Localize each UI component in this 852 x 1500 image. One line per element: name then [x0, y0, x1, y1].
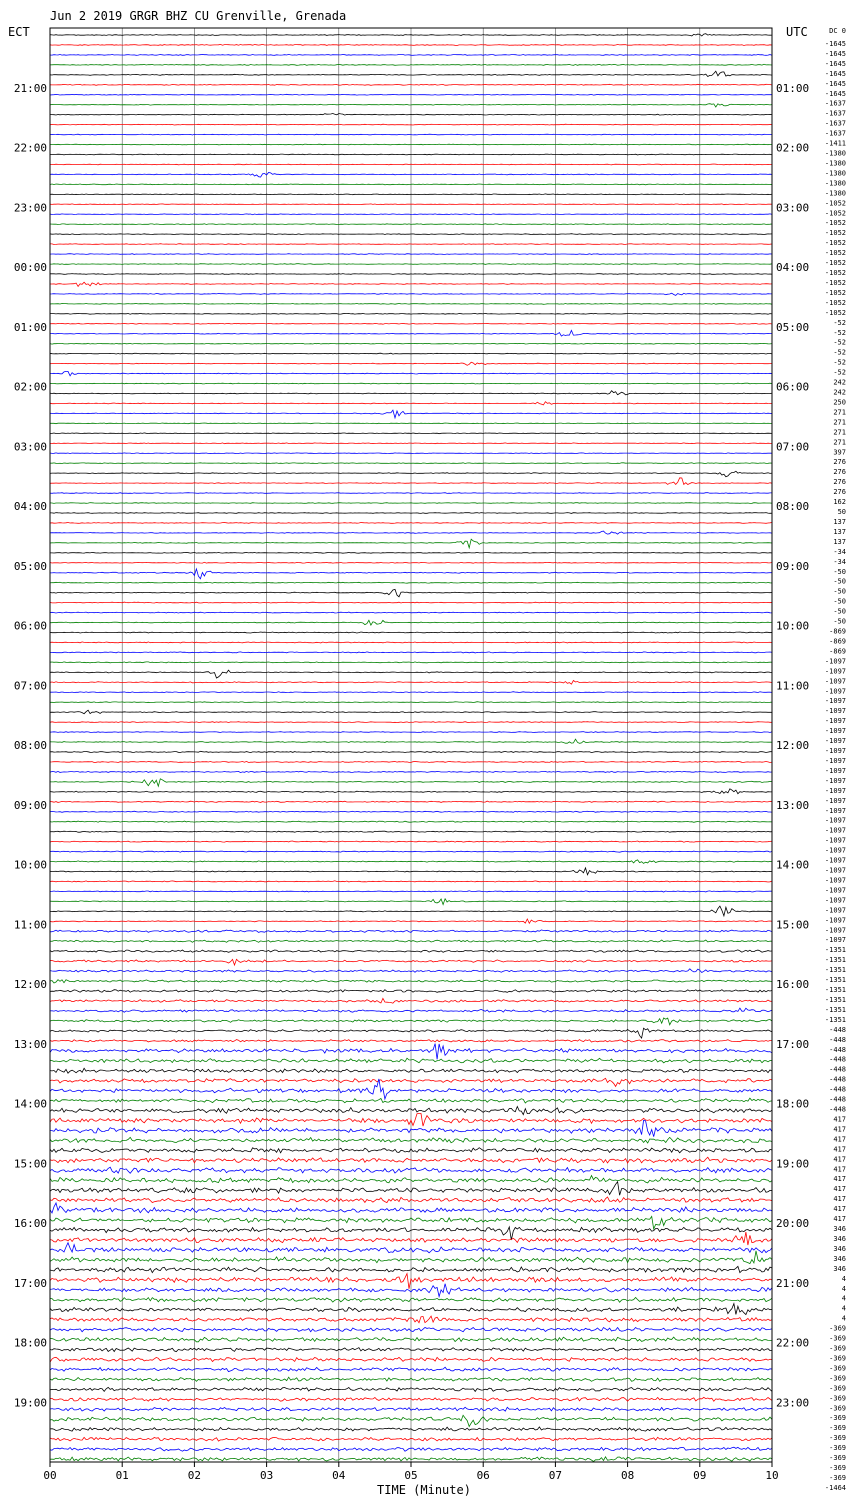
dc-offset-label: 137 [833, 517, 846, 526]
dc-offset-label: -369 [829, 1374, 846, 1383]
dc-offset-label: -369 [829, 1434, 846, 1443]
dc-offset-label: -1052 [824, 278, 846, 287]
right-hour-label: 05:00 [776, 320, 810, 334]
seismic-trace-row [50, 423, 772, 424]
right-hour-label: 23:00 [776, 1396, 810, 1410]
dc-offset-label: -1411 [824, 139, 846, 148]
dc-offset-label: -1637 [824, 129, 846, 138]
left-hour-label: 02:00 [13, 380, 47, 394]
left-hour-label: 14:00 [13, 1097, 47, 1111]
left-hour-label: 10:00 [13, 858, 47, 872]
dc-offset-label: -369 [829, 1364, 846, 1373]
dc-offset-label: 346 [833, 1234, 846, 1243]
left-hour-label: 23:00 [13, 201, 47, 215]
dc-offset-label: -1097 [824, 906, 846, 915]
right-hour-label: 04:00 [776, 261, 810, 274]
x-tick-label: 10 [765, 1469, 779, 1482]
dc-offset-label: -1645 [824, 79, 846, 88]
dc-offset-label: -1097 [824, 846, 846, 855]
dc-offset-label: -52 [833, 328, 846, 337]
dc-offset-label: -50 [833, 607, 846, 616]
dc-offset-label: -369 [829, 1344, 846, 1353]
dc-offset-label: -1351 [824, 976, 846, 985]
x-tick-label: 06 [476, 1469, 490, 1482]
dc-offset-label: 417 [833, 1125, 846, 1134]
dc-offset-label: -1052 [824, 259, 846, 268]
right-hour-label: 10:00 [776, 619, 810, 633]
dc-offset-label: -34 [833, 557, 846, 566]
dc-offset-label: -369 [829, 1454, 846, 1463]
dc-offset-label: 346 [833, 1225, 846, 1233]
seismic-trace-row [50, 204, 772, 205]
dc-offset-label: -448 [829, 1025, 846, 1034]
dc-offset-label: 417 [833, 1145, 846, 1154]
seismic-trace-row [50, 343, 772, 344]
dc-offset-label: -52 [833, 318, 846, 327]
left-hour-label: 15:00 [13, 1157, 47, 1171]
right-hour-label: 11:00 [776, 679, 810, 693]
dc-offset-label: -1052 [824, 239, 846, 248]
dc-offset-label: -1351 [824, 956, 846, 965]
dc-offset-label: -448 [829, 1075, 846, 1084]
dc-offset-label: -1097 [824, 856, 846, 865]
dc-offset-label: -50 [833, 597, 846, 606]
dc-offset-label: -50 [833, 617, 846, 626]
dc-offset-label: 271 [833, 438, 846, 447]
left-hour-label: 11:00 [13, 918, 47, 932]
left-timezone-label: ECT [8, 25, 30, 39]
right-hour-label: 09:00 [776, 559, 810, 573]
dc-offset-label: -369 [829, 1464, 846, 1472]
left-hour-label: 09:00 [13, 798, 47, 812]
dc-offset-label: -1351 [824, 1005, 846, 1014]
dc-offset-label: -1380 [824, 189, 846, 198]
seismic-trace-row [50, 453, 772, 454]
dc-offset-label: 346 [833, 1254, 846, 1263]
dc-offset-label: -1052 [824, 199, 846, 208]
dc-header: DC 0 [829, 27, 846, 35]
dc-offset-label: -1351 [824, 946, 846, 955]
dc-offset-label: -52 [833, 368, 846, 377]
x-tick-label: 05 [404, 1469, 418, 1482]
x-tick-label: 08 [620, 1469, 635, 1482]
dc-offset-label: -369 [829, 1473, 846, 1482]
x-axis-title: TIME (Minute) [377, 1483, 471, 1497]
dc-offset-label: -448 [829, 1085, 846, 1094]
seismic-trace-row [50, 134, 772, 135]
dc-offset-label: -369 [829, 1414, 846, 1423]
dc-offset-label: -369 [829, 1424, 846, 1433]
dc-offset-label: -1097 [824, 776, 846, 785]
dc-offset-label: -448 [829, 1055, 846, 1064]
dc-offset-label: -1097 [824, 926, 846, 935]
dc-offset-label: 346 [833, 1244, 846, 1253]
left-hour-label: 05:00 [13, 559, 47, 573]
dc-offset-label: 50 [837, 508, 846, 516]
dc-offset-label: -1097 [824, 707, 846, 716]
left-hour-label: 13:00 [13, 1037, 47, 1051]
x-tick-label: 02 [187, 1469, 202, 1482]
dc-offset-label: -369 [829, 1384, 846, 1393]
dc-offset-label: -1097 [824, 806, 846, 815]
dc-offset-label: 242 [833, 388, 846, 397]
right-hour-label: 03:00 [776, 201, 810, 215]
dc-offset-label: 271 [833, 428, 846, 437]
dc-offset-label: -1097 [824, 916, 846, 925]
dc-offset-label: -369 [829, 1444, 846, 1453]
dc-offset-label: -1097 [824, 697, 846, 706]
dc-offset-label: -1645 [824, 39, 846, 48]
dc-offset-label: -1097 [824, 747, 846, 755]
dc-offset-label: -1097 [824, 727, 846, 736]
seismic-trace-row [50, 463, 772, 464]
right-hour-label: 22:00 [776, 1336, 810, 1350]
dc-offset-label: -52 [833, 348, 846, 357]
right-hour-label: 14:00 [776, 858, 810, 872]
dc-offset-label: -50 [833, 577, 846, 586]
dc-offset-label: 417 [833, 1165, 846, 1174]
dc-offset-label: -369 [829, 1334, 846, 1343]
dc-offset-label: -50 [833, 587, 846, 596]
right-hour-label: 21:00 [776, 1276, 810, 1290]
dc-offset-label: -1097 [824, 786, 846, 795]
dc-offset-label: -448 [829, 1105, 846, 1114]
x-tick-label: 03 [259, 1469, 274, 1482]
dc-offset-label: 276 [833, 458, 846, 467]
dc-offset-label: -1052 [824, 219, 846, 228]
dc-offset-label: -1380 [824, 169, 846, 178]
dc-offset-label: -448 [829, 1045, 846, 1054]
dc-offset-label: -1097 [824, 677, 846, 686]
dc-offset-label: -1097 [824, 896, 846, 905]
x-tick-label: 00 [43, 1469, 57, 1482]
dc-offset-label: 417 [833, 1135, 846, 1144]
left-hour-label: 17:00 [13, 1276, 47, 1290]
dc-offset-label: -1097 [824, 717, 846, 726]
dc-offset-label: -1097 [824, 816, 846, 825]
seismic-trace-row [50, 303, 772, 304]
dc-offset-label: -34 [833, 547, 846, 556]
dc-offset-label: -1637 [824, 109, 846, 118]
dc-offset-label: -1052 [824, 308, 846, 317]
dc-offset-label: 276 [833, 488, 846, 497]
dc-offset-label: 4 [841, 1274, 846, 1283]
dc-offset-label: -1097 [824, 737, 846, 746]
left-hour-label: 06:00 [13, 619, 47, 633]
seismic-trace-row [50, 144, 772, 145]
dc-offset-label: 271 [833, 418, 846, 427]
dc-offset-label: 276 [833, 478, 846, 487]
dc-offset-label: -1097 [824, 796, 846, 805]
dc-offset-label: -369 [829, 1404, 846, 1413]
dc-offset-label: 271 [833, 408, 846, 417]
dc-offset-label: 162 [833, 498, 846, 507]
dc-offset-label: 417 [833, 1155, 846, 1164]
dc-offset-label: -448 [829, 1065, 846, 1074]
dc-offset-label: -448 [829, 1095, 846, 1104]
dc-offset-label: 417 [833, 1205, 846, 1214]
dc-offset-label: -1097 [824, 836, 846, 845]
dc-offset-label: -369 [829, 1324, 846, 1333]
dc-offset-label: -1351 [824, 995, 846, 1004]
dc-offset-label: -1097 [824, 936, 846, 945]
dc-offset-label: -1645 [824, 49, 846, 58]
dc-offset-label: -869 [829, 647, 846, 656]
left-hour-label: 01:00 [13, 320, 47, 334]
right-hour-label: 19:00 [776, 1157, 810, 1171]
dc-offset-label: -1351 [824, 1015, 846, 1024]
dc-offset-label: -1464 [824, 1483, 846, 1492]
dc-offset-label: -1097 [824, 657, 846, 666]
right-hour-label: 18:00 [776, 1097, 810, 1111]
dc-offset-label: -1351 [824, 966, 846, 975]
dc-offset-label: 137 [833, 537, 846, 546]
dc-offset-label: -1645 [824, 59, 846, 68]
right-timezone-label: UTC [786, 25, 808, 39]
right-hour-label: 16:00 [776, 978, 810, 991]
x-tick-label: 09 [693, 1469, 707, 1482]
dc-offset-label: 397 [833, 448, 846, 457]
dc-offset-label: -52 [833, 358, 846, 367]
dc-offset-label: 4 [841, 1284, 846, 1293]
x-tick-label: 01 [115, 1469, 129, 1482]
left-hour-label: 22:00 [13, 141, 47, 155]
x-tick-label: 04 [332, 1469, 346, 1482]
dc-offset-label: -1052 [824, 209, 846, 218]
right-hour-label: 08:00 [776, 500, 810, 513]
dc-offset-label: 417 [833, 1185, 846, 1194]
dc-offset-label: 417 [833, 1175, 846, 1184]
right-hour-label: 15:00 [776, 918, 810, 932]
left-hour-label: 19:00 [13, 1396, 47, 1410]
dc-offset-label: -369 [829, 1354, 846, 1363]
dc-offset-label: -1645 [824, 89, 846, 98]
dc-offset-label: 417 [833, 1195, 846, 1204]
dc-offset-label: -1052 [824, 298, 846, 307]
right-hour-label: 17:00 [776, 1037, 810, 1051]
dc-offset-label: -1097 [824, 756, 846, 765]
dc-offset-label: -369 [829, 1394, 846, 1403]
left-hour-label: 08:00 [13, 739, 47, 752]
dc-offset-label: -448 [829, 1035, 846, 1044]
dc-offset-label: 417 [833, 1115, 846, 1124]
dc-offset-label: -1052 [824, 288, 846, 297]
dc-offset-label: -1380 [824, 159, 846, 168]
right-hour-label: 01:00 [776, 81, 810, 95]
x-tick-label: 07 [548, 1469, 563, 1482]
dc-offset-label: 417 [833, 1215, 846, 1224]
dc-offset-label: 4 [841, 1314, 846, 1323]
dc-offset-label: -1097 [824, 766, 846, 775]
left-hour-label: 12:00 [13, 978, 47, 991]
chart-title: Jun 2 2019 GRGR BHZ CU Grenville, Grenada [50, 9, 347, 23]
dc-offset-label: 4 [841, 1304, 846, 1313]
left-hour-label: 07:00 [13, 679, 47, 693]
dc-offset-label: -1637 [824, 99, 846, 108]
dc-offset-label: -1097 [824, 667, 846, 676]
dc-offset-label: 276 [833, 468, 846, 477]
right-hour-label: 20:00 [776, 1217, 810, 1230]
right-hour-label: 13:00 [776, 798, 810, 812]
dc-offset-label: 346 [833, 1264, 846, 1273]
dc-offset-label: -1097 [824, 876, 846, 885]
dc-offset-label: -1637 [824, 119, 846, 128]
right-hour-label: 06:00 [776, 380, 810, 394]
dc-offset-label: -869 [829, 637, 846, 646]
dc-offset-label: 137 [833, 527, 846, 536]
dc-offset-label: -52 [833, 338, 846, 347]
dc-offset-label: -1052 [824, 249, 846, 258]
dc-offset-label: -1052 [824, 269, 846, 277]
dc-offset-label: 242 [833, 378, 846, 387]
seismic-trace-row [50, 184, 772, 185]
right-hour-label: 07:00 [776, 440, 810, 454]
dc-offset-label: -1380 [824, 149, 846, 158]
right-hour-label: 12:00 [776, 739, 810, 752]
left-hour-label: 21:00 [13, 81, 47, 95]
dc-offset-label: -1097 [824, 687, 846, 696]
dc-offset-label: -869 [829, 627, 846, 636]
dc-offset-label: -50 [833, 567, 846, 576]
left-hour-label: 03:00 [13, 440, 47, 454]
dc-offset-label: -1097 [824, 866, 846, 875]
left-hour-label: 04:00 [13, 500, 47, 513]
dc-offset-label: 250 [833, 398, 846, 407]
left-hour-label: 16:00 [13, 1217, 47, 1230]
dc-offset-label: 4 [841, 1294, 846, 1303]
dc-offset-label: -1052 [824, 229, 846, 238]
dc-offset-label: -1380 [824, 179, 846, 188]
right-hour-label: 02:00 [776, 141, 810, 155]
left-hour-label: 00:00 [13, 261, 47, 274]
dc-offset-label: -1351 [824, 986, 846, 994]
left-hour-label: 18:00 [13, 1336, 47, 1350]
dc-offset-label: -1097 [824, 886, 846, 895]
dc-offset-label: -1645 [824, 69, 846, 78]
dc-offset-label: -1097 [824, 826, 846, 835]
